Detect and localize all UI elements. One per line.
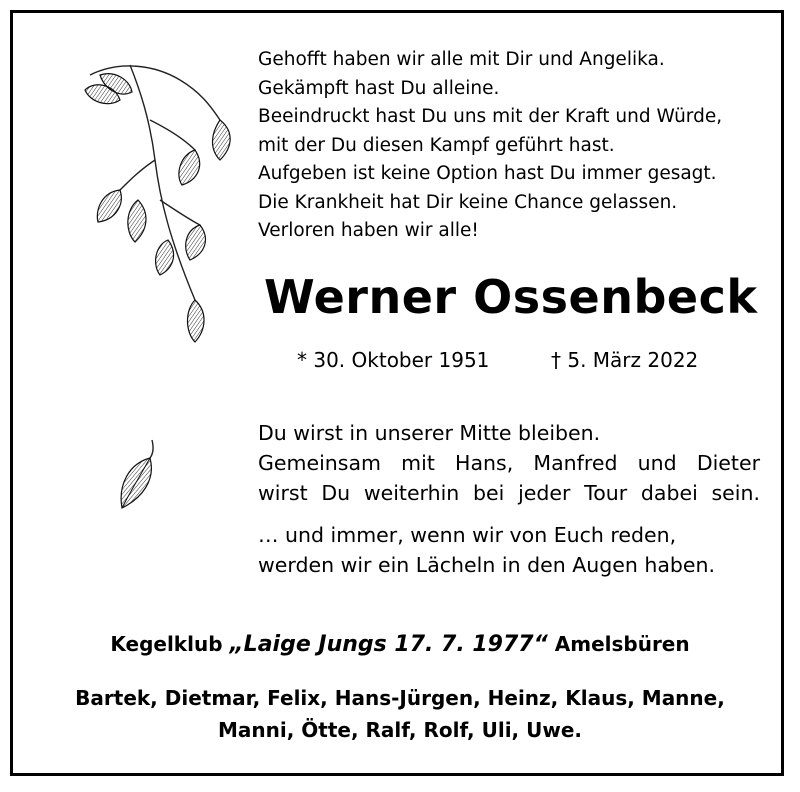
death-date: † 5. März 2022 xyxy=(551,348,699,372)
message-line: … und immer, wenn wir von Euch reden, xyxy=(258,523,677,547)
birth-date: * 30. Oktober 1951 xyxy=(297,348,490,372)
poem-line: Verloren haben wir alle! xyxy=(258,220,479,241)
club-prefix: Kegelklub xyxy=(110,632,223,656)
poem-line: Gekämpft hast Du alleine. xyxy=(258,77,500,99)
poem xyxy=(258,46,722,246)
member-line: Bartek, Dietmar, Felix, Hans-Jürgen, Heinz, Klaus, Manne, xyxy=(75,686,725,710)
poem-line: Gehofft haben wir alle mit Dir und Angelika. xyxy=(258,49,665,70)
message-line: werden wir ein Lächeln in den Augen haben. xyxy=(258,553,716,577)
member-line: Manni, Ötte, Ralf, Rolf, Uli, Uwe. xyxy=(217,718,582,742)
birch-branch-icon xyxy=(60,50,250,350)
message-line: Gemeinsam mit Hans, Manfred und Dieter xyxy=(258,451,760,475)
club-name: „Laige Jungs 17. 7. 1977“ xyxy=(229,632,548,657)
message-line: wirst Du weiterhin bei jeder Tour dabei sein. xyxy=(258,481,760,505)
poem-line: Aufgeben ist keine Option hast Du immer gesagt. xyxy=(258,163,717,184)
club-suffix: Amelsbüren xyxy=(554,632,690,656)
poem-line: Beeindruckt hast Du uns mit der Kraft und Würde, xyxy=(258,106,723,127)
poem-line: Die Krankheit hat Dir keine Chance gelassen. xyxy=(258,191,678,213)
club-signature xyxy=(0,632,800,657)
poem-line: mit der Du diesen Kampf geführt hast. xyxy=(258,134,615,156)
farewell-message xyxy=(258,418,760,580)
message-line: Du wirst in unserer Mitte bleiben. xyxy=(258,421,601,445)
falling-leaf-icon xyxy=(108,436,164,516)
member-list xyxy=(0,682,800,746)
deceased-name: Werner Ossenbeck xyxy=(264,270,758,324)
